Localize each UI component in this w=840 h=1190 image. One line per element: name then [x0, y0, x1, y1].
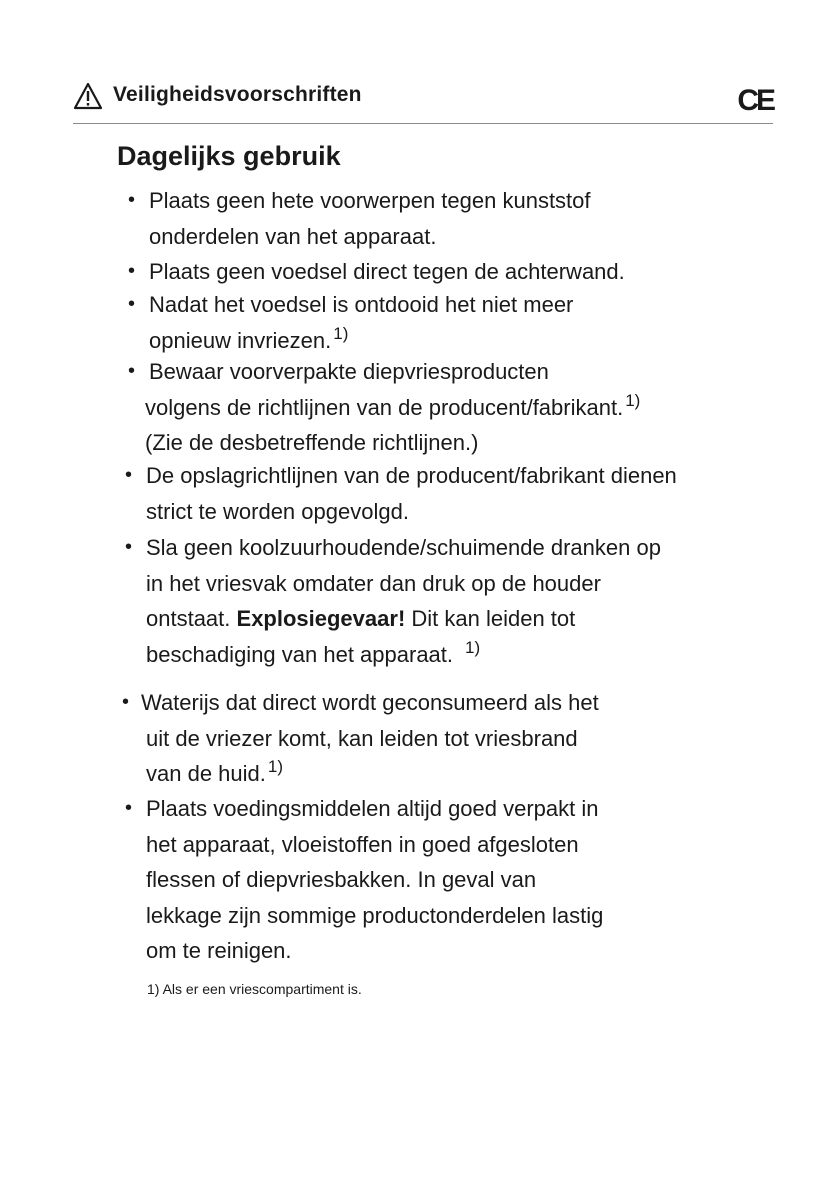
footnote-marker: 1) [625, 390, 641, 410]
bullet: • [125, 797, 133, 819]
list-item: • Sla geen koolzuurhoudende/schuimende dranken op in het vriesvak omdater dan druk op de houder ontstaat. Explosiegevaar! Dit kan leiden tot beschadiging van het apparaat. $^{1)}$ [146, 530, 661, 672]
bullet: • [122, 691, 130, 713]
list-item: • Plaats geen voedsel direct tegen de achterwand. [149, 254, 625, 290]
bullet: • [125, 536, 133, 558]
footnote-marker: 1) [333, 323, 349, 343]
footnote: 1) Als er een vriescompartiment is. [147, 981, 362, 997]
ce-mark-logo: CE [737, 84, 773, 117]
footnote-marker: 1) [267, 757, 283, 776]
list-item: • Waterijs dat direct wordt geconsumeerd als het uit de vriezer komt, kan leiden tot vriesbrand van de huid. $^{1)}$ [146, 685, 599, 792]
section-title: Dagelijks gebruik [117, 141, 341, 171]
list-item: • Bewaar voorverpakte diepvriesproducten volgens de richtlijnen van de producent/fabrikant. $^{1)}$ (Zie de desbetreffende richtlijnen.) [149, 354, 640, 461]
list-item: • Nadat het voedsel is ontdooid het niet meer opnieuw invriezen. $^{1)}$ [149, 287, 573, 358]
explosion-warning: Explosiegevaar! [236, 606, 406, 631]
bullet: • [128, 260, 136, 282]
list-item: • Plaats voedingsmiddelen altijd goed verpakt in het apparaat, vloeistoffen in goed afgesloten flessen of diepvriesbakken. In geval van lekkage zijn sommige productonderdelen lastig om te reinigen. [146, 791, 603, 969]
bullet: • [128, 189, 136, 211]
list-item: • De opslagrichtlijnen van de producent/fabrikant dienen strict te worden opgevolgd. [146, 458, 677, 529]
header-title: Veiligheidsvoorschriften [113, 83, 362, 106]
bullet: • [125, 464, 133, 486]
list-item: • Plaats geen hete voorwerpen tegen kunststof onderdelen van het apparaat. [149, 183, 591, 254]
bullet: • [128, 360, 136, 382]
footnote-marker: 1) [465, 637, 481, 657]
bullet: • [128, 293, 136, 315]
